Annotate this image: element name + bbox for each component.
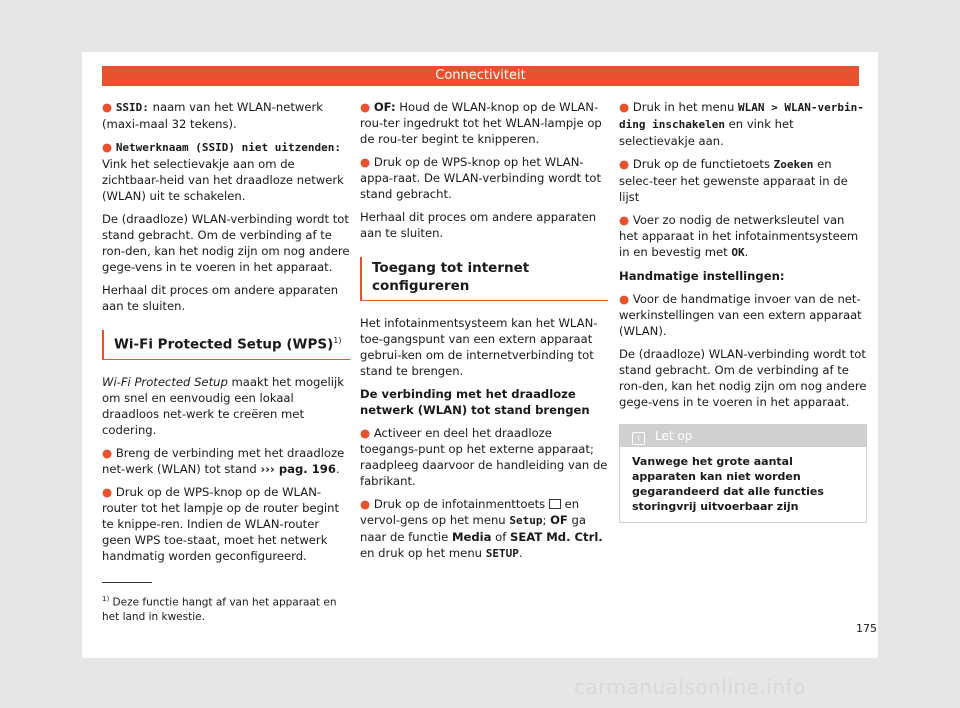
page-number: 175 [856, 622, 877, 635]
hide-ssid-item: ● Netwerknaam (SSID) niet uitzenden: Vink het selectievakje aan om de zichtbaar-heid van het draadloze netwerk (WLAN) uit te schakelen. [102, 140, 344, 203]
note-box [619, 424, 867, 523]
note-body: Vanwege het grote aantal apparaten kan niet worden gegarandeerd dat alle functies storingvrij uitvoerbaar zijn [632, 455, 824, 513]
wps-heading: Wi-Fi Protected Setup (WPS)$^{1)}$ [102, 330, 350, 360]
list-item: ● Druk op de infotainmenttoets en vervol-gens op het menu Setup; OF ga naar de functie Media of SEAT Md. Ctrl. en druk op het menu SETUP. [360, 497, 603, 560]
column-middle [360, 99, 608, 569]
list-item: ● Druk op de functietoets Zoeken en selec-teer het gewenste apparaat in de lijst [619, 157, 848, 204]
list-item: ● Breng de verbinding met het draadloze net-werk (WLAN) tot stand ››› pag. 196. [102, 445, 345, 476]
manual-page [82, 52, 878, 658]
column-left [102, 99, 350, 571]
footnote-divider [102, 582, 152, 583]
infotainment-menu-icon [549, 499, 561, 509]
paragraph: Het infotainmentsysteem kan het WLAN-toe-gangspunt van een extern apparaat gebrui-ken om de internetverbinding tot stand te brengen. [360, 316, 598, 378]
watermark: carmanualsonline.info [574, 675, 806, 699]
page-reference-link[interactable]: ››› pag. 196 [260, 461, 336, 476]
internet-heading: Toegang tot internet configureren [360, 257, 608, 301]
list-item: ● Voer zo nodig de netwerksleutel van het apparaat in het infotainmentsysteem in en bevestig met OK. [619, 213, 859, 259]
paragraph: Herhaal dit proces om andere apparaten aan te sluiten. [360, 210, 597, 240]
note-header: i Let op [620, 425, 866, 447]
list-item: ● Druk op de WPS-knop op de WLAN-router tot het lampje op de router begint te knippe-ren. Indien de WLAN-router geen WPS toe-staat, moet het netwerk handmatig worden geconfigureerd. [102, 484, 340, 563]
subheading: Handmatige instellingen: [619, 269, 785, 283]
list-item: ● OF: Houd de WLAN-knop op de WLAN-rou-ter ingedrukt tot het WLAN-lampje op de rou-ter begint te knipperen. [360, 100, 602, 146]
list-item: ● Druk op de WPS-knop op het WLAN-appa-raat. De WLAN-verbinding wordt tot stand gebracht. [360, 155, 601, 201]
column-right [619, 99, 867, 523]
paragraph: De (draadloze) WLAN-verbinding wordt tot stand gebracht. Om de verbinding af te ron-den, kan het nodig zijn om nog andere gege-vens in te voeren in het apparaat. [102, 212, 350, 274]
paragraph: De (draadloze) WLAN-verbinding wordt tot stand gebracht. Om de verbinding af te ron-den, kan het nodig zijn om nog andere gege-vens in te voeren in het apparaat. [619, 347, 867, 409]
list-item: ● Activeer en deel het draadloze toegangs-punt op het externe apparaat; raadpleeg daarvoor de handleiding van de fabrikant. [360, 426, 608, 488]
ssid-item: ● SSID: naam van het WLAN-netwerk (maxi-maal 32 tekens). [102, 100, 323, 131]
list-item: ● Druk in het menu WLAN > WLAN-verbin-ding inschakelen en vink het selectievakje aan. [619, 100, 864, 148]
info-icon: i [632, 432, 645, 445]
subheading: De verbinding met het draadloze netwerk (WLAN) tot stand brengen [360, 387, 590, 417]
section-header: Connectiviteit [102, 66, 859, 86]
paragraph: Herhaal dit proces om andere apparaten aan te sluiten. [102, 283, 339, 313]
paragraph: Wi-Fi Protected Setup maakt het mogelijk om snel en eenvoudig een lokaal draadloos net-werk te creëren met codering. [102, 374, 344, 437]
list-item: ● Voor de handmatige invoer van de net-werkinstellingen van een extern apparaat (WLAN). [619, 292, 862, 338]
footnote: $^{1)}$ Deze functie hangt af van het apparaat en het land in kwestie. [102, 595, 337, 623]
